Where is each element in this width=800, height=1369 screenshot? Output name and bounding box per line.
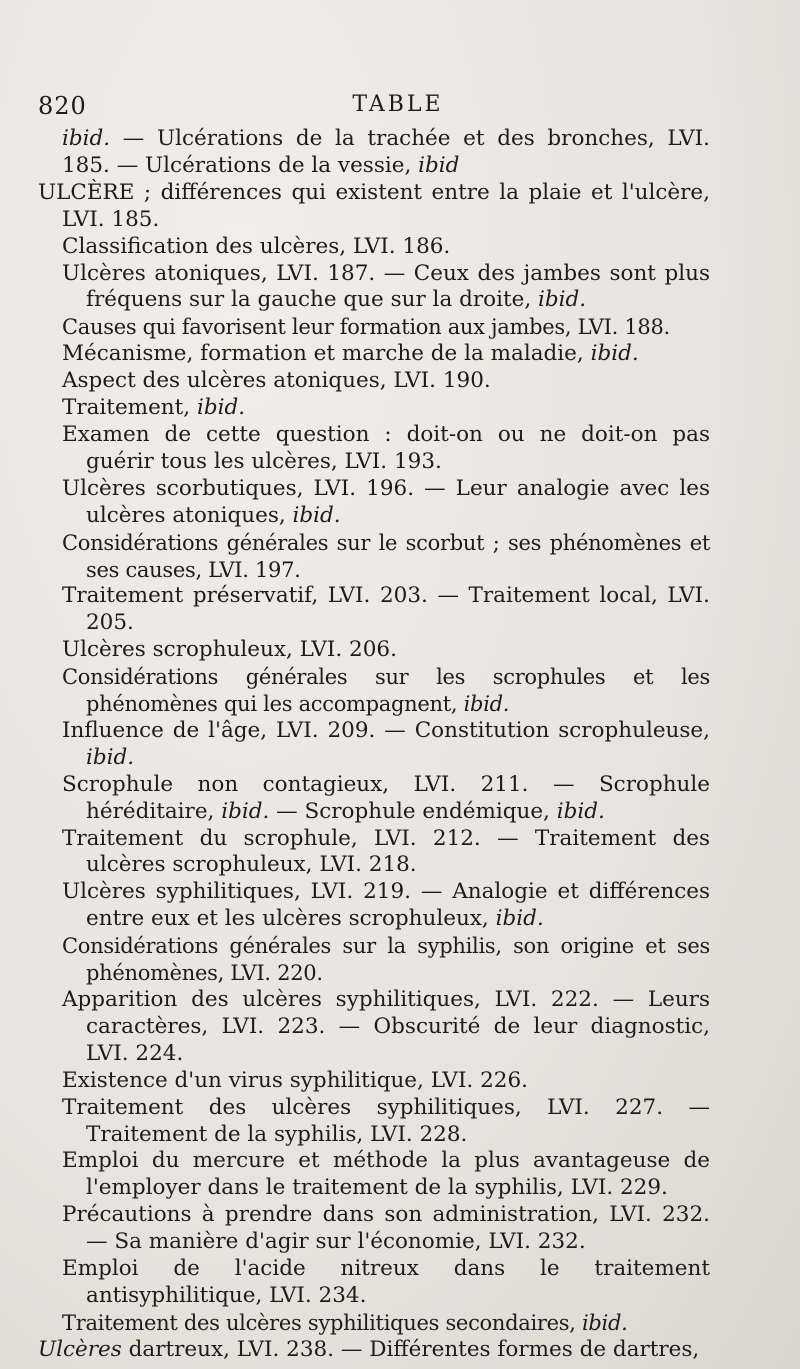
index-entry: Traitement des ulcères syphilitiques secondaires, ibid. (62, 1310, 628, 1335)
index-entry: Scrophule non contagieux, LVI. 211. — Scrophule héréditaire, ibid. — Scrophule endémique, ibid. (62, 771, 710, 824)
index-entry: Précautions à prendre dans son administration, LVI. 232. — Sa manière d'agir sur l'économie, LVI. 232. (62, 1202, 710, 1255)
index-entry: Emploi du mercure et méthode la plus avantageuse de l'employer dans le traitement de la syphilis, LVI. 229. (62, 1148, 710, 1201)
index-entry: Examen de cette question : doit-on ou ne doit-on pas guérir tous les ulcères, LVI. 193. (62, 421, 710, 474)
index-entry: Considérations générales sur le scorbut ; ses phénomènes et ses causes, LVI. 197. (62, 530, 710, 582)
index-entry: Mécanisme, formation et marche de la maladie, ibid. (62, 341, 639, 367)
index-entry: Considérations générales sur la syphilis, son origine et ses phénomènes, LVI. 220. (62, 934, 710, 986)
index-entry: Causes qui favorisent leur formation aux jambes, LVI. 188. (62, 315, 670, 340)
index-entry: Ulcères scorbutiques, LVI. 196. — Leur analogie avec les ulcères atoniques, ibid. (62, 475, 710, 528)
index-entry: ibid. — Ulcérations de la trachée et des bronches, LVI. 185. — Ulcérations de la vessie, ibid (62, 126, 710, 178)
page-number: 820 (38, 92, 87, 120)
index-entry: Emploi de l'acide nitreux dans le traitement antisyphilitique, LVI. 234. (62, 1256, 710, 1308)
index-entry: Ulcères dartreux, LVI. 238. — Différentes formes de dartres, (38, 1336, 700, 1362)
index-entry: Influence de l'âge, LVI. 209. — Constitution scrophuleuse, ibid. (62, 717, 710, 770)
index-entry: Traitement préservatif, LVI. 203. — Traitement local, LVI. 205. (62, 583, 710, 636)
index-entry: Existence d'un virus syphilitique, LVI. 226. (62, 1067, 528, 1093)
index-entry: Ulcères scrophuleux, LVI. 206. (62, 637, 397, 663)
index-entry-headword: ULCÈRE ; différences qui existent entre la plaie et l'ulcère, LVI. 185. (38, 179, 710, 232)
index-entry: Traitement des ulcères syphilitiques, LVI. 227. — Traitement de la syphilis, LVI. 228. (62, 1094, 710, 1147)
index-entry: Aspect des ulcères atoniques, LVI. 190. (62, 368, 491, 394)
index-entry: Ulcères syphilitiques, LVI. 219. — Analogie et différences entre eux et les ulcères scrophuleux, ibid. (62, 879, 710, 932)
index-entries (38, 126, 710, 1364)
index-entry: Apparition des ulcères syphilitiques, LVI. 222. — Leurs caractères, LVI. 223. — Obscurité de leur diagnostic, LVI. 224. (62, 987, 710, 1066)
index-entry: Considérations générales sur les scrophules et les phénomènes qui les accompagnent, ibid. (62, 665, 710, 717)
page-header (38, 92, 758, 122)
index-entry: Traitement du scrophule, LVI. 212. — Traitement des ulcères scrophuleux, LVI. 218. (62, 825, 710, 878)
index-entry: Traitement, ibid. (62, 395, 246, 421)
index-entry: Classification des ulcères, LVI. 186. (62, 233, 451, 259)
running-title: TABLE (352, 92, 444, 117)
index-entry: Ulcères atoniques, LVI. 187. — Ceux des jambes sont plus fréquens sur la gauche que sur la droite, ibid. (62, 260, 710, 313)
